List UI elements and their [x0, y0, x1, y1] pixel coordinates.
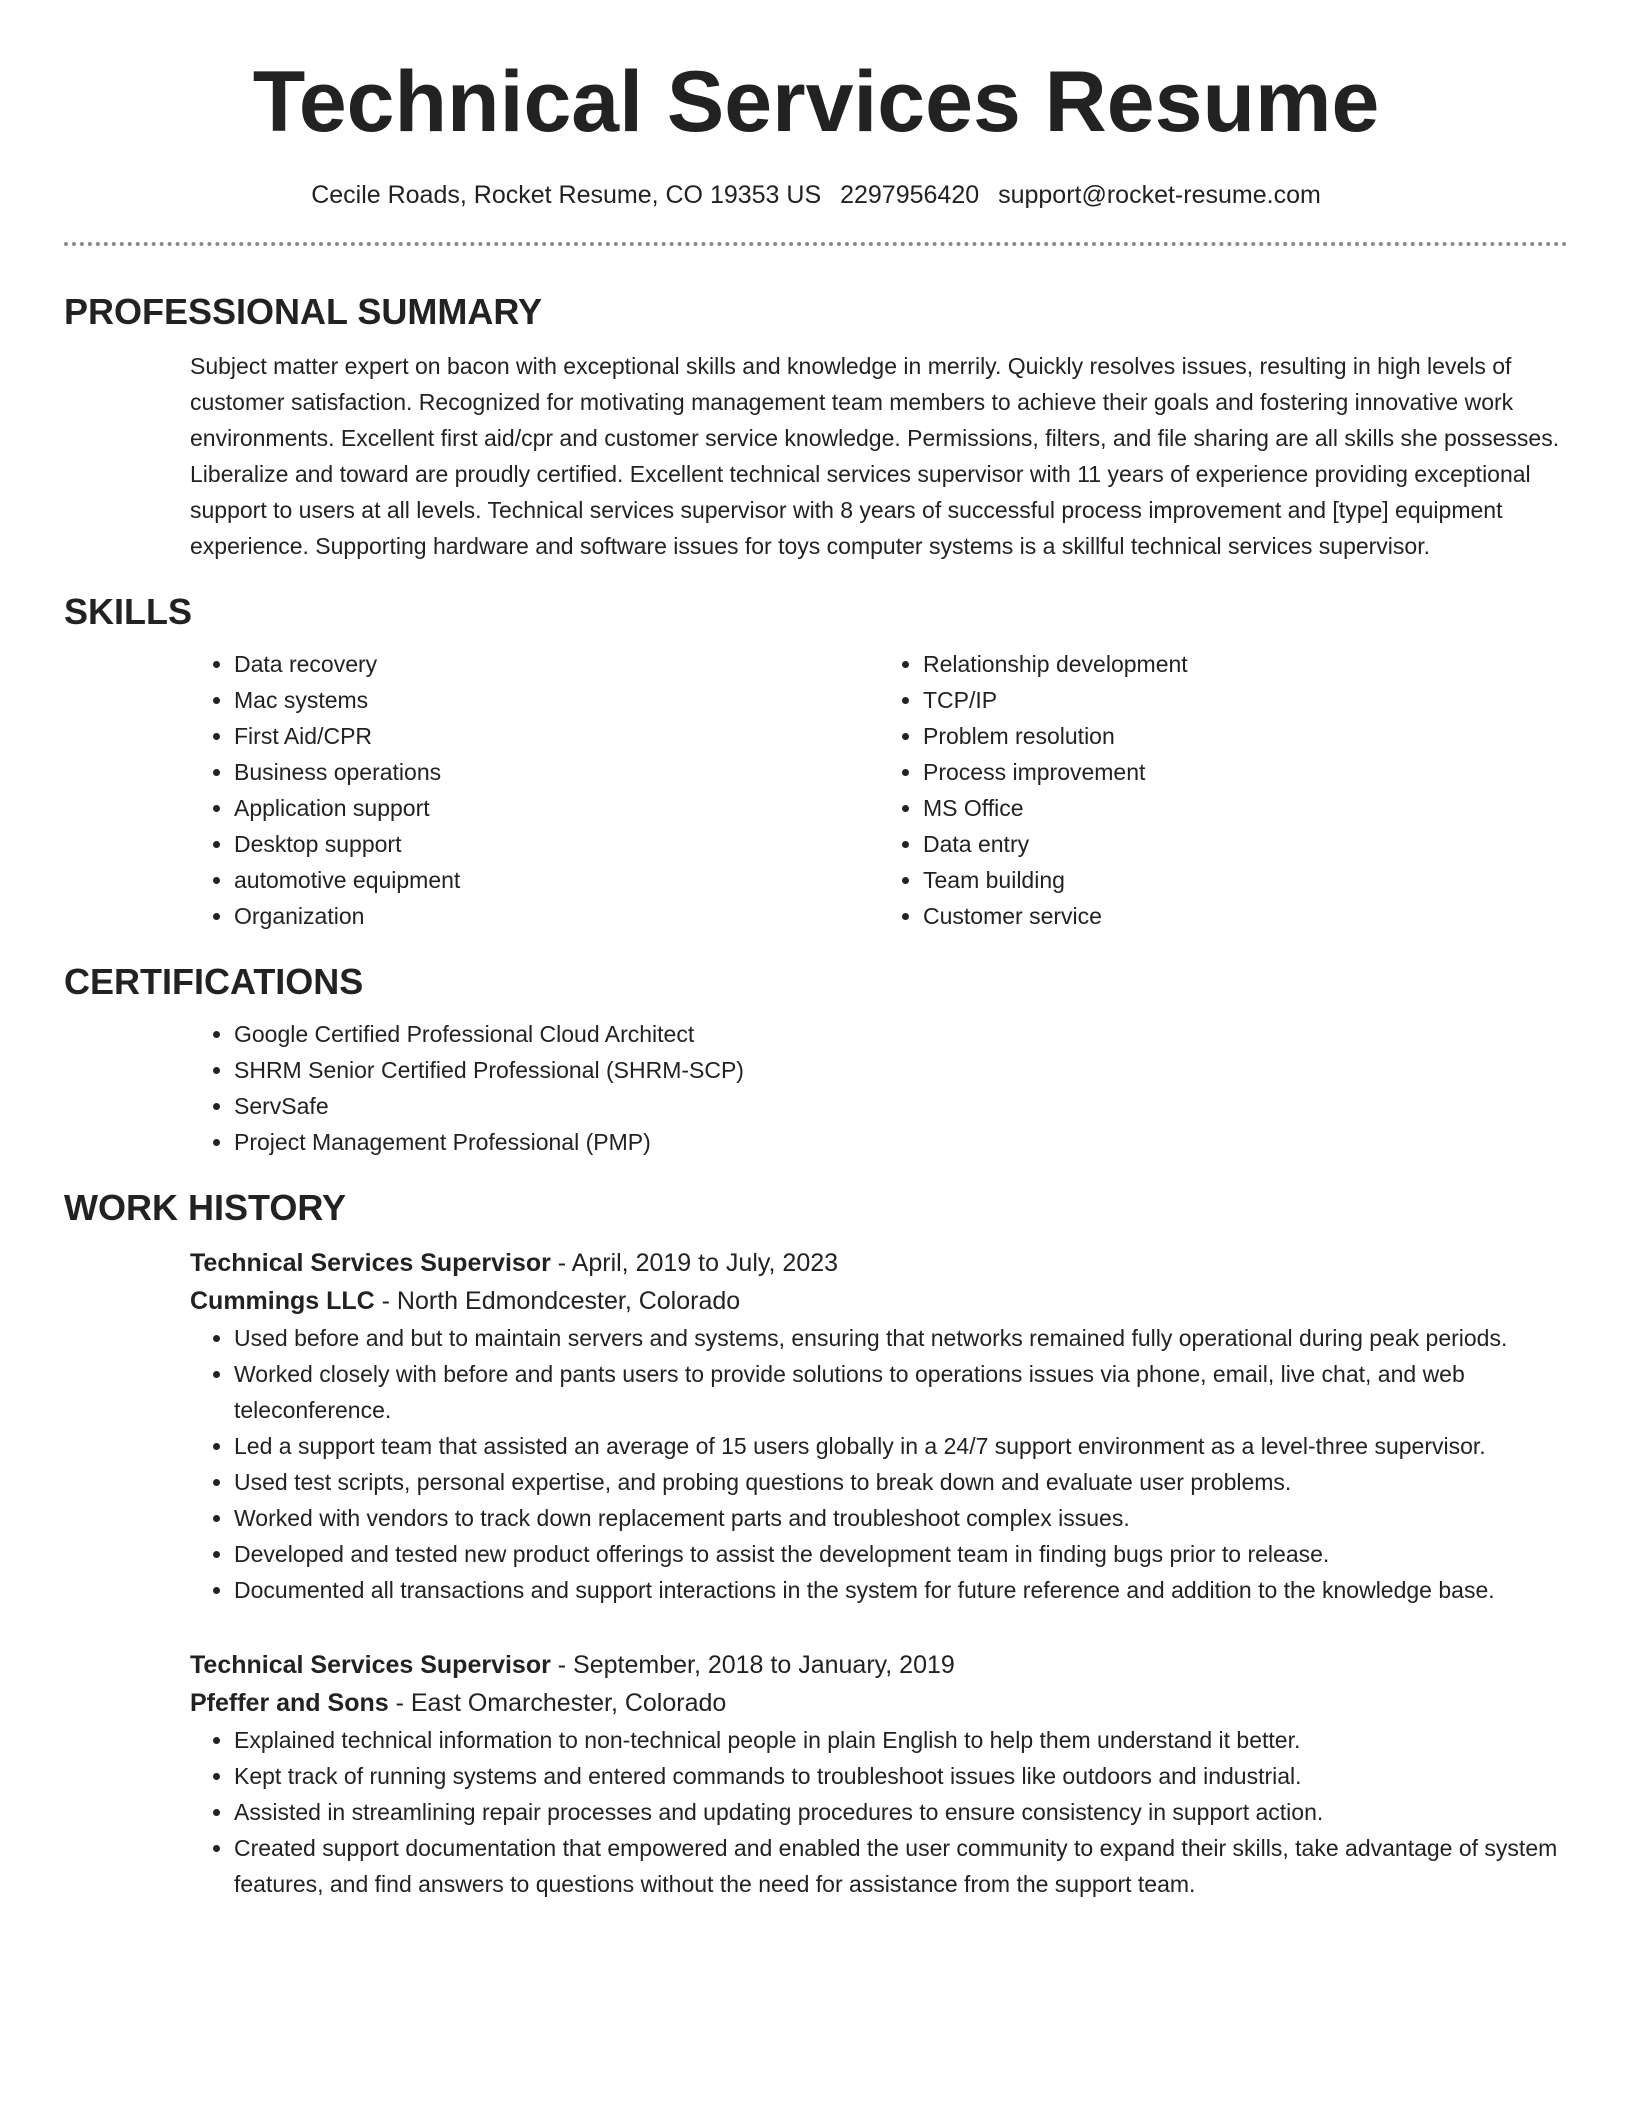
skill-item: • Problem resolution: [923, 718, 1568, 754]
header-divider: [64, 242, 1568, 246]
job-bullet: • Assisted in streamlining repair processes and updating procedures to ensure consistency in support action.: [234, 1794, 1568, 1830]
job-dates: - September, 2018 to January, 2019: [550, 1651, 955, 1679]
certification-item: • SHRM Senior Certified Professional (SHRM-SCP): [234, 1052, 1568, 1088]
job-bullet: • Documented all transactions and support interactions in the system for future reference and addition to the knowledge base.: [234, 1572, 1568, 1608]
contact-email: support@rocket-resume.com: [998, 181, 1321, 209]
job-company-line: [190, 1684, 1568, 1722]
skill-item: • Organization: [234, 898, 879, 934]
certification-item: • ServSafe: [234, 1088, 1568, 1124]
skills-heading: SKILLS: [64, 591, 193, 632]
job-bullet: • Led a support team that assisted an average of 15 users globally in a 24/7 support environment as a level-three supervisor.: [234, 1428, 1568, 1464]
certification-item: • Project Management Professional (PMP): [234, 1124, 1568, 1160]
skill-item: • Application support: [234, 790, 879, 826]
job-company-line: [190, 1282, 1568, 1320]
job-title-line: [190, 1646, 1568, 1684]
contact-address: Cecile Roads, Rocket Resume, CO 19353 US: [311, 181, 822, 209]
job-bullet: • Explained technical information to non-technical people in plain English to help them understand it better.: [234, 1722, 1568, 1758]
job-entry: [190, 1244, 1568, 1608]
job-entry: [190, 1646, 1568, 1902]
skills-list: [190, 646, 1568, 934]
contact-phone: 2297956420: [840, 181, 980, 209]
skill-item: • Process improvement: [923, 754, 1568, 790]
job-company: Pfeffer and Sons: [190, 1689, 389, 1717]
work-history-heading: WORK HISTORY: [64, 1187, 347, 1228]
skill-item: • TCP/IP: [923, 682, 1568, 718]
skill-item: • First Aid/CPR: [234, 718, 879, 754]
summary-heading: PROFESSIONAL SUMMARY: [64, 291, 543, 332]
skill-item: • MS Office: [923, 790, 1568, 826]
job-dates: - April, 2019 to July, 2023: [550, 1249, 839, 1277]
certification-item: • Google Certified Professional Cloud Architect: [234, 1016, 1568, 1052]
job-company: Cummings LLC: [190, 1287, 375, 1315]
job-title: Technical Services Supervisor: [190, 1249, 551, 1277]
certifications-bullets: [190, 1016, 1568, 1160]
skill-item: • Mac systems: [234, 682, 879, 718]
job-bullets: [190, 1722, 1568, 1902]
skill-item: • Team building: [923, 862, 1568, 898]
resume-title: Technical Services Resume: [252, 54, 1380, 150]
resume-page: [64, 0, 1568, 2112]
job-location: - North Edmondcester, Colorado: [374, 1287, 741, 1315]
skill-item: • Customer service: [923, 898, 1568, 934]
job-bullet: • Used test scripts, personal expertise, and probing questions to break down and evaluate user problems.: [234, 1464, 1568, 1500]
skill-item: • automotive equipment: [234, 862, 879, 898]
skills-column-left: [190, 646, 879, 934]
job-bullet: • Kept track of running systems and entered commands to troubleshoot issues like outdoors and industrial.: [234, 1758, 1568, 1794]
skill-item: • Data entry: [923, 826, 1568, 862]
job-bullet: • Worked closely with before and pants users to provide solutions to operations issues via phone, email, live chat, and web teleconference.: [234, 1356, 1568, 1428]
skill-item: • Desktop support: [234, 826, 879, 862]
job-bullet: • Used before and but to maintain servers and systems, ensuring that networks remained fully operational during peak periods.: [234, 1320, 1568, 1356]
skill-item: • Relationship development: [923, 646, 1568, 682]
skill-item: • Data recovery: [234, 646, 879, 682]
job-location: - East Omarchester, Colorado: [388, 1689, 727, 1717]
job-bullets: [190, 1320, 1568, 1608]
job-title: Technical Services Supervisor: [190, 1651, 551, 1679]
summary-text: Subject matter expert on bacon with exceptional skills and knowledge in merrily. Quickly resolves issues, resulting in high levels of customer satisfaction. Recognized for motivating management team members to achieve their goals and fostering innovative work environments. Excellent first aid/cpr and customer service knowledge. Permissions, filters, and file sharing are all skills she possesses. Liberalize and toward are proudly certified. Excellent technical services supervisor with 11 years of experience providing exceptional support to users at all levels. Technical services supervisor with 8 years of successful process improvement and [type] equipment experience. Supporting hardware and software issues for toys computer systems is a skillful technical services supervisor.: [190, 353, 1560, 559]
certifications-list: [190, 1016, 1568, 1160]
skills-column-right: [879, 646, 1568, 934]
certifications-heading: CERTIFICATIONS: [64, 961, 364, 1002]
job-title-line: [190, 1244, 1568, 1282]
job-bullet: • Worked with vendors to track down replacement parts and troubleshoot complex issues.: [234, 1500, 1568, 1536]
job-bullet: • Created support documentation that empowered and enabled the user community to expand their skills, take advantage of system features, and find answers to questions without the need for assistance from the support team.: [234, 1830, 1568, 1902]
contact-line: [64, 180, 1568, 210]
job-bullet: • Developed and tested new product offerings to assist the development team in finding bugs prior to release.: [234, 1536, 1568, 1572]
skill-item: • Business operations: [234, 754, 879, 790]
